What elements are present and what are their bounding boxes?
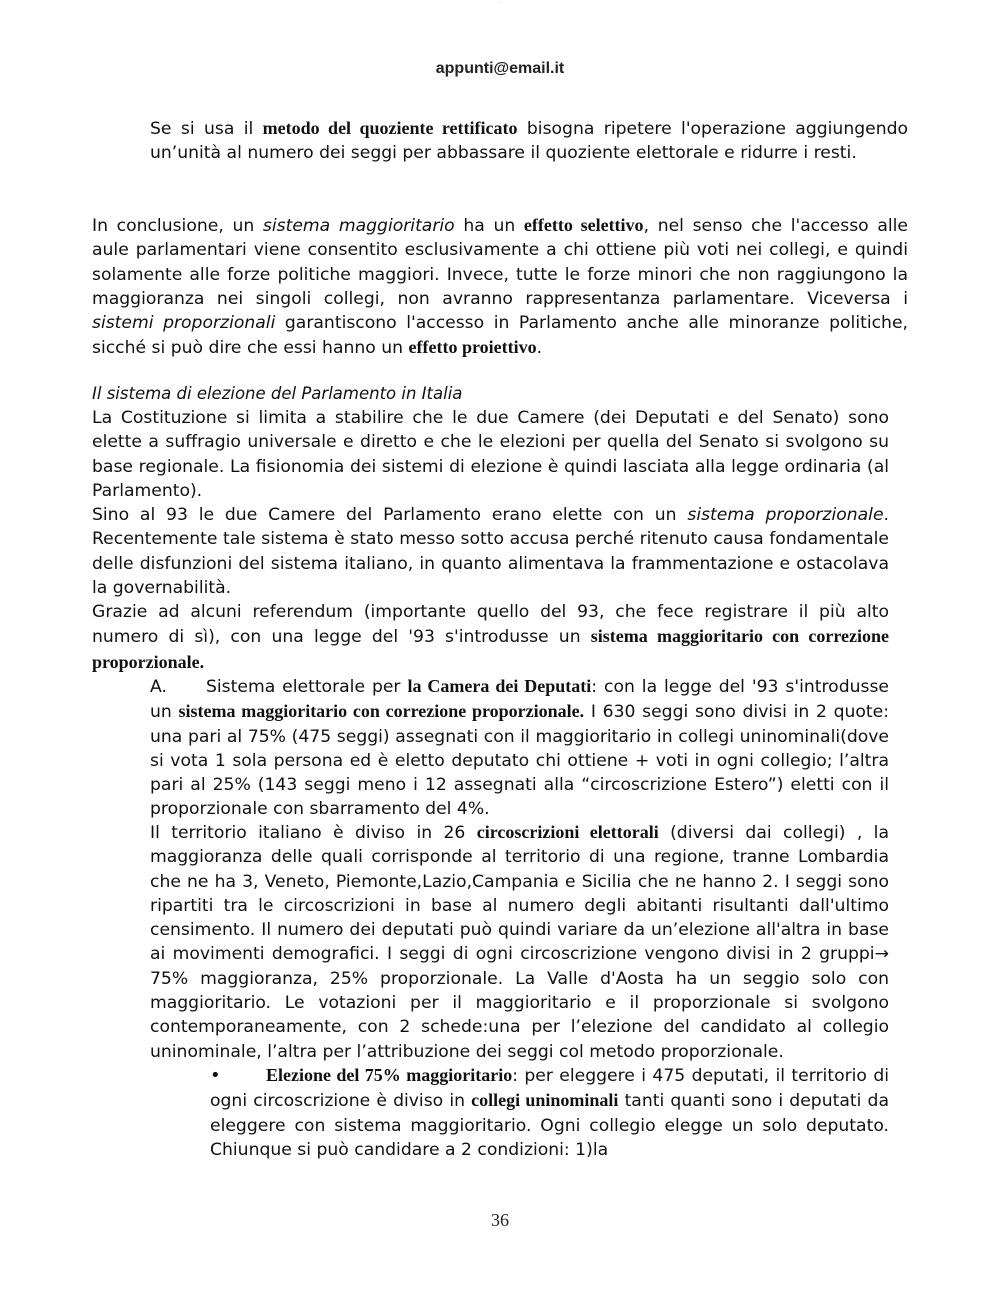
- text: ha un: [454, 216, 524, 236]
- italic-term: sistema maggioritario: [262, 216, 455, 236]
- text: Il territorio italiano è diviso in 26: [150, 823, 477, 843]
- bold-term: sistema maggioritario con correzione proporzionale.: [92, 626, 889, 672]
- paragraph-costituzione: La Costituzione si limita a stabilire che le due Camere (dei Deputati e del Senato) sono elette a suffragio universale e diretto e che le elezioni per quella del Senato si svolgono su base regionale. La fisionomia dei sistemi di elezione è quindi lasciata alla legge ordinaria (al Parlamento).: [92, 408, 889, 501]
- list-item-a-camera: [150, 674, 889, 822]
- paragraph-quoziente-rettificato: [150, 116, 908, 166]
- list-marker: A.: [150, 677, 167, 697]
- text: (diversi dai collegi) , la maggioranza delle quali corrisponde al territorio di una regione, tranne Lombardia che ne ha 3, Veneto, Piemonte,Lazio,Campania e Sicilia che ne hanno 2. I seggi sono ripartiti tra le circoscrizioni in base al numero degli abitanti risultanti dall'ultimo censimento. Il numero dei deputati può quindi variare da un’elezione all'altra in base ai movimenti demografici. I seggi di ogni circoscrizione vengono divisi in 2 gruppi: [150, 823, 889, 965]
- bullet-icon: •: [210, 1065, 221, 1086]
- section-title: Il sistema di elezione del Parlamento in Italia: [92, 384, 463, 403]
- text: Se si usa il: [150, 119, 263, 139]
- text: : per eleggere i 475 deputati, il territorio di ogni circoscrizione è diviso in: [210, 1066, 890, 1112]
- bold-term: effetto proiettivo: [408, 337, 537, 358]
- bold-term: metodo del quoziente rettificato: [262, 118, 518, 138]
- bold-term: collegi uninominali: [471, 1090, 619, 1111]
- text: , nel senso che l'accesso alle aule parlamentari viene consentito esclusivamente a chi ottiene più voti nei collegi, e quindi solamente alle forze politiche maggiori. Invece, tutte le forze minori che non raggiungono la maggioranza nei singoli collegi, non avranno rappresentanza parlamentare. Viceversa i: [92, 216, 908, 309]
- bold-term: circoscrizioni elettorali: [476, 822, 659, 842]
- paragraph-referendum: [92, 600, 889, 675]
- bold-term: sistema maggioritario con correzione proporzionale.: [178, 701, 585, 722]
- paragraph-conclusione: [92, 213, 908, 361]
- text: bisogna ripetere l'operazione aggiungendo un’unità al numero dei seggi per abbassare il quoziente elettorale e ridurre i resti.: [150, 119, 909, 164]
- text: In conclusione, un: [92, 216, 263, 236]
- italic-term: sistema proporzionale: [687, 505, 884, 525]
- text: . Recentemente tale sistema è stato messo sotto accusa perché ritenuto causa fondamentale delle disfunzioni del sistema italiano, in quanto alimentava la frammentazione e ostacolava la governabilità.: [92, 505, 889, 598]
- bold-term: effetto selettivo: [523, 215, 644, 235]
- page-number: 36: [491, 1210, 509, 1230]
- text: Sino al 93 le due Camere del Parlamento erano elette con un: [92, 505, 688, 525]
- bullet-item-maggioritario: [210, 1063, 889, 1162]
- text: tanti quanti sono i deputati da eleggere con sistema maggioritario. Ogni collegio elegge un solo deputato. Chiunque si può candidare a 2 condizioni: 1)la: [210, 1091, 889, 1160]
- text: .: [536, 338, 543, 359]
- top-mark: _ _: [498, 0, 502, 3]
- paragraph-sino-al-93: [92, 503, 889, 600]
- header-email: appunti@email.it: [435, 60, 565, 77]
- paragraph-circoscrizioni: [150, 820, 889, 1064]
- text: : con la legge del '93 s'introdusse un: [150, 677, 889, 723]
- arrow-icon: →: [874, 944, 889, 965]
- text: Grazie ad alcuni referendum (importante quello del 93, che fece registrare il più alto numero di sì), con una legge del '93 s'introdusse un: [92, 602, 889, 648]
- italic-term: sistemi proporzionali: [92, 313, 276, 334]
- text: I 630 seggi sono divisi in 2 quote: una pari al 75% (475 seggi) assegnati con il maggioritario in collegi uninominali(dove si vota 1 sola persona ed è eletto deputato chi ottiene + voti in ogni collegio; l’altra pari al 25% (143 seggi meno i 12 assegnati alla “circoscrizione Estero”) eletti con il proporzionale con sbarramento del 4%.: [150, 702, 890, 820]
- bold-term: Elezione del 75% maggioritario: [266, 1065, 513, 1085]
- text: 75% maggioranza, 25% proporzionale. La Valle d'Aosta ha un seggio solo con maggioritario. Le votazioni per il maggioritario e il proporzionale si svolgono contemporaneamente, con 2 schede:una per l’elezione del candidato al collegio uninominale, l’altra per l’attribuzione dei seggi col metodo proporzionale.: [150, 968, 889, 1062]
- text: garantiscono l'accesso in Parlamento anche alle minoranze politiche, sicché si può dire che essi hanno un: [92, 313, 908, 359]
- bold-term: la Camera dei Deputati: [407, 676, 592, 696]
- text: Sistema elettorale per: [206, 677, 408, 697]
